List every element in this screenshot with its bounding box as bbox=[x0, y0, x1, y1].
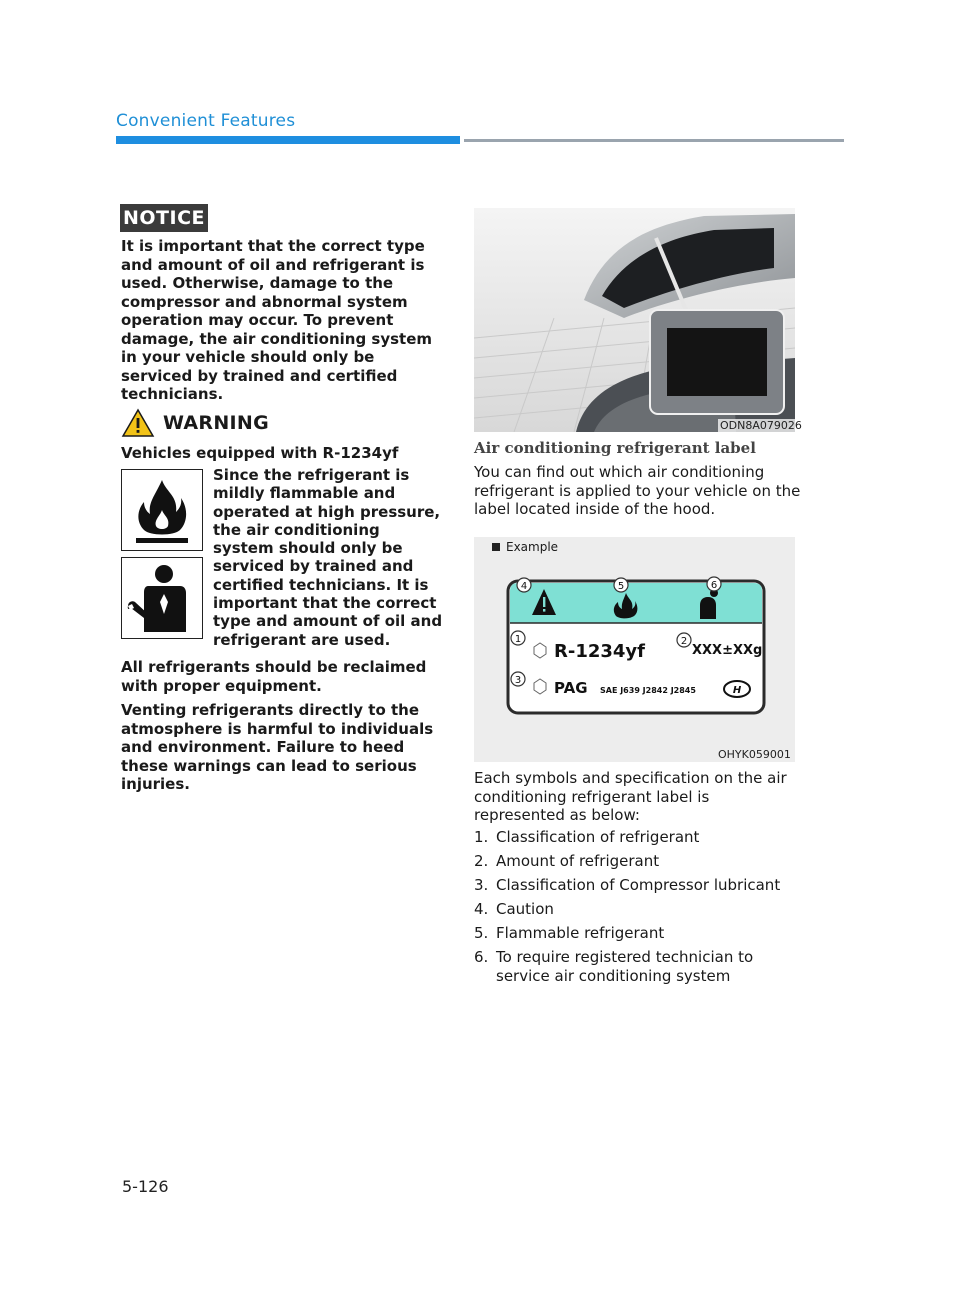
sae-standards: SAE J639 J2842 J2845 bbox=[600, 686, 696, 695]
header-divider bbox=[464, 139, 844, 142]
marker-3: 3 bbox=[514, 675, 522, 686]
notice-badge: NOTICE bbox=[120, 204, 208, 232]
svg-text:H: H bbox=[732, 685, 742, 696]
warning-paragraph-2: Venting refrigerants directly to the atmosphere is harmful to individuals and environment. Failure to heed these warnings can lead to serious injuries. bbox=[121, 701, 434, 793]
hood-label-photo bbox=[474, 208, 795, 432]
page-number: 5-126 bbox=[122, 1177, 169, 1196]
list-item: 5. Flammable refrigerant bbox=[474, 924, 665, 942]
symbols-list bbox=[474, 828, 804, 991]
flammable-icon bbox=[121, 469, 203, 551]
label-section-heading: Air conditioning refrigerant label bbox=[474, 439, 756, 457]
refrigerant-type: R-1234yf bbox=[554, 641, 645, 662]
example-figure-code: OHYK059001 bbox=[718, 748, 791, 761]
lubricant-type: PAG bbox=[554, 679, 588, 697]
example-label-figure bbox=[474, 537, 795, 762]
technician-icon bbox=[121, 557, 203, 639]
warning-badge: WARNING bbox=[163, 412, 270, 434]
marker-1: 1 bbox=[514, 634, 522, 645]
header-accent-bar bbox=[116, 136, 460, 144]
list-item: 6. To require registered technician to service air conditioning system bbox=[474, 948, 754, 985]
list-item: 2. Amount of refrigerant bbox=[474, 852, 660, 870]
list-item: 1. Classification of refrigerant bbox=[474, 828, 700, 846]
warning-icon-text: Since the refrigerant is mildly flammable and operated at high pressure, the air conditioning system should only be serviced by trained and certified technicians. It is important that the correct type and amount of oil and refrigerant are used. bbox=[213, 466, 443, 649]
marker-5: 5 bbox=[617, 581, 625, 592]
marker-6: 6 bbox=[710, 580, 718, 591]
warning-triangle-icon bbox=[121, 407, 155, 439]
warning-heading bbox=[121, 407, 269, 439]
marker-2: 2 bbox=[680, 636, 688, 647]
hood-figure-code: ODN8A079026 bbox=[720, 419, 802, 432]
label-section-text: You can find out which air conditioning refrigerant is applied to your vehicle on the label located inside of the hood. bbox=[474, 463, 801, 518]
notice-text: It is important that the correct type and amount of oil and refrigerant is used. Otherwise, damage to the compressor and abnormal system operation may occur. To prevent damage, the air conditioning system in your vehicle should only be serviced by trained and certified technicians. bbox=[121, 237, 433, 403]
marker-4: 4 bbox=[520, 581, 528, 592]
square-bullet-icon bbox=[492, 543, 500, 551]
symbols-intro: Each symbols and specification on the air conditioning refrigerant label is represented as below: bbox=[474, 769, 787, 824]
section-title: Convenient Features bbox=[116, 111, 296, 131]
example-figure-title: Example bbox=[492, 540, 558, 554]
warning-paragraph-1: All refrigerants should be reclaimed with proper equipment. bbox=[121, 658, 427, 695]
refrigerant-amount: XXX±XXg bbox=[692, 643, 763, 658]
warning-subtitle: Vehicles equipped with R-1234yf bbox=[121, 444, 399, 462]
list-item: 3. Classification of Compressor lubricant bbox=[474, 876, 781, 894]
list-item: 4. Caution bbox=[474, 900, 554, 918]
